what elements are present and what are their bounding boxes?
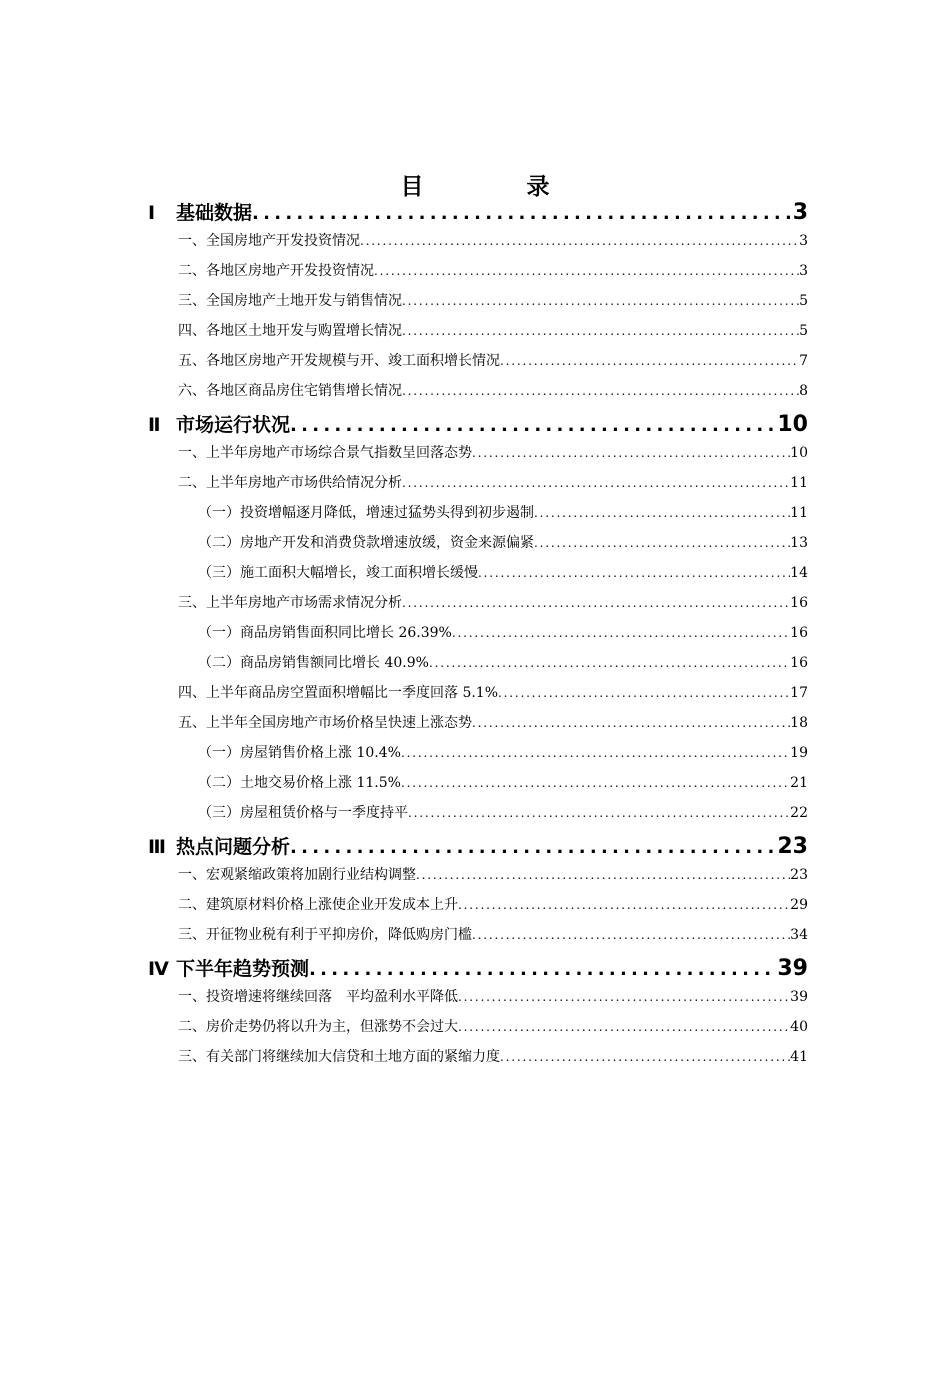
toc-entry-text: 六、各地区商品房住宅销售增长情况 [178, 383, 402, 399]
toc-page-number: 10 [790, 445, 808, 461]
toc-entry-label [178, 864, 416, 884]
toc-section-entry[interactable] [148, 652, 808, 682]
toc-section-entry[interactable] [148, 350, 808, 380]
toc-page-number: 22 [790, 805, 808, 821]
dot-leader [290, 415, 777, 436]
toc-page-number: 41 [790, 1049, 808, 1065]
dot-leader [458, 1020, 790, 1034]
toc-entry-text: 下半年趋势预测 [176, 958, 310, 980]
dot-leader [401, 776, 790, 790]
toc-entry-text: 热点问题分析 [176, 836, 291, 858]
toc-entry-text: （三）施工面积大幅增长，竣工面积增长缓慢 [198, 565, 478, 581]
dot-leader [458, 898, 790, 912]
toc-part-numeral: Ⅰ [148, 202, 156, 224]
toc-section-entry[interactable] [148, 502, 808, 532]
dot-leader [252, 203, 793, 224]
dot-leader [534, 506, 790, 520]
toc-page-number: 16 [790, 595, 808, 611]
toc-page-number: 19 [790, 745, 808, 761]
toc-page-number: 21 [790, 775, 808, 791]
toc-section-entry[interactable] [148, 772, 808, 802]
dot-leader [534, 536, 790, 550]
toc-entry-label [178, 894, 458, 914]
toc-page-number: 16 [790, 655, 808, 671]
toc-entry-text: 三、开征物业税有利于平抑房价，降低购房门槛 [178, 927, 472, 943]
toc-page-number: 17 [790, 685, 808, 701]
toc-entry-label [178, 380, 402, 400]
toc-section-entry[interactable] [148, 1016, 808, 1046]
dot-leader [402, 324, 799, 338]
toc-entry-text: 五、各地区房地产开发规模与开、竣工面积增长情况 [178, 353, 500, 369]
toc-entry-label [178, 350, 500, 370]
toc-entry-label [178, 260, 374, 280]
toc-page-number: 39 [777, 956, 808, 981]
toc-entry-label [198, 652, 429, 672]
toc-part-numeral: Ⅲ [148, 836, 166, 858]
dot-leader [472, 928, 790, 942]
toc-part-entry[interactable] [148, 832, 808, 864]
toc-entry-label [148, 954, 309, 981]
toc-page-number: 40 [790, 1019, 808, 1035]
toc-page-number: 11 [790, 475, 808, 491]
toc-entry-text: （一）房屋销售价格上涨 10.4% [198, 745, 401, 761]
toc-entry-text: 一、上半年房地产市场综合景气指数呈回落态势 [178, 445, 472, 461]
toc-entry-label [198, 562, 478, 582]
toc-section-entry[interactable] [148, 712, 808, 742]
toc-section-entry[interactable] [148, 802, 808, 832]
toc-entry-label [178, 472, 402, 492]
toc-section-entry[interactable] [148, 472, 808, 502]
toc-entry-label [198, 532, 534, 552]
toc-page-number: 14 [790, 565, 808, 581]
toc-section-entry[interactable] [148, 592, 808, 622]
toc-page-number: 39 [790, 989, 808, 1005]
toc-section-entry[interactable] [148, 380, 808, 410]
toc-section-entry[interactable] [148, 230, 808, 260]
dot-leader [401, 746, 790, 760]
toc-entry-label [178, 290, 402, 310]
table-of-contents [148, 198, 808, 1076]
toc-page-number: 34 [790, 927, 808, 943]
toc-entry-label [178, 924, 472, 944]
toc-entry-text: 二、建筑原材料价格上涨使企业开发成本上升 [178, 897, 458, 913]
toc-entry-text: 一、投资增速将继续回落 平均盈利水平降低 [178, 989, 458, 1005]
toc-entry-text: 五、上半年全国房地产市场价格呈快速上涨态势 [178, 715, 472, 731]
toc-section-entry[interactable] [148, 894, 808, 924]
toc-entry-text: （二）土地交易价格上涨 11.5% [198, 775, 401, 791]
toc-section-entry[interactable] [148, 986, 808, 1016]
dot-leader [374, 264, 799, 278]
dot-leader [360, 234, 799, 248]
toc-part-numeral: Ⅳ [148, 958, 169, 980]
toc-page-number: 3 [792, 200, 808, 225]
toc-section-entry[interactable] [148, 442, 808, 472]
toc-section-entry[interactable] [148, 742, 808, 772]
toc-title: 目 录 [400, 174, 590, 200]
dot-leader [402, 476, 790, 490]
toc-section-entry[interactable] [148, 562, 808, 592]
toc-section-entry[interactable] [148, 864, 808, 894]
toc-page-number: 7 [799, 353, 808, 369]
toc-entry-text: 二、上半年房地产市场供给情况分析 [178, 475, 402, 491]
toc-entry-label [178, 230, 360, 250]
toc-entry-text: 二、房价走势仍将以升为主，但涨势不会过大 [178, 1019, 458, 1035]
toc-entry-text: （三）房屋租赁价格与一季度持平 [198, 805, 408, 821]
toc-page-number: 10 [777, 412, 808, 437]
dot-leader [472, 716, 790, 730]
toc-entry-label [148, 832, 290, 859]
toc-page-number: 11 [790, 505, 808, 521]
toc-section-entry[interactable] [148, 622, 808, 652]
toc-part-numeral: Ⅱ [148, 414, 161, 436]
toc-page-number: 23 [777, 834, 808, 859]
toc-entry-label [178, 592, 402, 612]
toc-section-entry[interactable] [148, 260, 808, 290]
dot-leader [500, 1050, 790, 1064]
toc-entry-label [178, 1016, 458, 1036]
toc-section-entry[interactable] [148, 1046, 808, 1076]
toc-section-entry[interactable] [148, 532, 808, 562]
dot-leader [500, 354, 799, 368]
toc-part-entry[interactable] [148, 954, 808, 986]
toc-entry-label [178, 712, 472, 732]
dot-leader [472, 446, 790, 460]
dot-leader [290, 837, 777, 858]
toc-entry-text: 四、各地区土地开发与购置增长情况 [178, 323, 402, 339]
dot-leader [429, 656, 790, 670]
toc-entry-text: 三、上半年房地产市场需求情况分析 [178, 595, 402, 611]
toc-page-number: 13 [790, 535, 808, 551]
toc-entry-text: 三、有关部门将继续加大信贷和土地方面的紧缩力度 [178, 1049, 500, 1065]
dot-leader [408, 806, 790, 820]
toc-entry-label [148, 198, 252, 225]
toc-page-number: 8 [799, 383, 808, 399]
toc-entry-label [178, 442, 472, 462]
dot-leader [309, 959, 777, 980]
toc-section-entry[interactable] [148, 320, 808, 350]
toc-entry-text: （二）商品房销售额同比增长 40.9% [198, 655, 429, 671]
toc-page-number: 18 [790, 715, 808, 731]
toc-part-entry[interactable] [148, 198, 808, 230]
toc-entry-label [198, 802, 408, 822]
toc-entry-label [198, 502, 534, 522]
toc-entry-label [148, 410, 290, 437]
toc-entry-label [178, 986, 458, 1006]
dot-leader [402, 596, 790, 610]
toc-entry-text: （一）投资增幅逐月降低，增速过猛势头得到初步遏制 [198, 505, 534, 521]
toc-entry-label [178, 320, 402, 340]
toc-entry-label [178, 682, 498, 702]
toc-page-number: 29 [790, 897, 808, 913]
dot-leader [402, 384, 799, 398]
dot-leader [416, 868, 790, 882]
toc-entry-text: 三、全国房地产土地开发与销售情况 [178, 293, 402, 309]
toc-section-entry[interactable] [148, 682, 808, 712]
toc-entry-label [178, 1046, 500, 1066]
dot-leader [498, 686, 790, 700]
toc-page-number: 5 [799, 293, 808, 309]
toc-section-entry[interactable] [148, 924, 808, 954]
toc-entry-text: （二）房地产开发和消费贷款增速放缓，资金来源偏紧 [198, 535, 534, 551]
toc-entry-text: （一）商品房销售面积同比增长 26.39% [198, 625, 452, 641]
toc-page-number: 3 [799, 233, 808, 249]
dot-leader [452, 626, 790, 640]
dot-leader [458, 990, 790, 1004]
dot-leader [402, 294, 799, 308]
toc-entry-label [198, 772, 401, 792]
toc-entry-label [198, 622, 452, 642]
toc-part-entry[interactable] [148, 410, 808, 442]
toc-entry-text: 一、宏观紧缩政策将加剧行业结构调整 [178, 867, 416, 883]
toc-entry-text: 一、全国房地产开发投资情况 [178, 233, 360, 249]
toc-page-number: 5 [799, 323, 808, 339]
toc-page-number: 3 [799, 263, 808, 279]
toc-entry-label [198, 742, 401, 762]
toc-entry-text: 二、各地区房地产开发投资情况 [178, 263, 374, 279]
toc-section-entry[interactable] [148, 290, 808, 320]
toc-page-number: 23 [790, 867, 808, 883]
toc-entry-text: 市场运行状况 [176, 414, 291, 436]
toc-entry-text: 基础数据 [176, 202, 253, 224]
toc-entry-text: 四、上半年商品房空置面积增幅比一季度回落 5.1% [178, 685, 499, 701]
toc-page-number: 16 [790, 625, 808, 641]
dot-leader [478, 566, 790, 580]
